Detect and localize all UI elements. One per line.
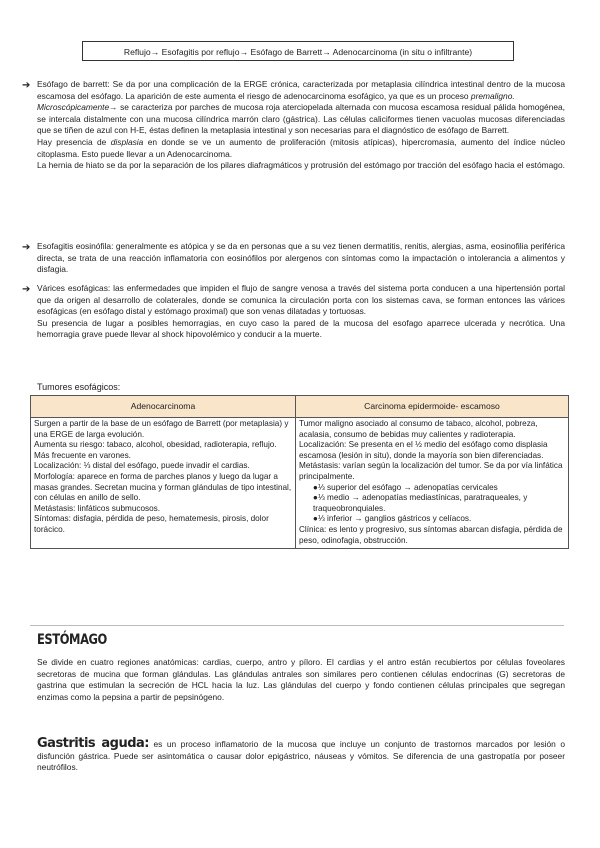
barrett-dysplasia-b: en donde se ve un aumento de proliferación (mitosis atípicas), hipercromasia, aumento del índice núcleo citoplasma. Esto puede llevar a un Adenocarcinoma. — [37, 136, 565, 159]
table-line: Morfología: aparece en forma de parches planos y luego da lugar a masas grandes. Secretan mucina y forman glándulas de tipo intestinal, con células en anillo de sello. — [34, 471, 292, 503]
table-line: Clínica: es lento y progresivo, sus síntomas abarcan disfagia, pérdida de peso, odinofagia, obstrucción. — [299, 524, 563, 545]
table-line: Metástasis: linfáticos submucosos. — [34, 503, 161, 513]
table-line: Metástasis: varían según la localización del tumor. Se da por vía linfática principalmente. — [299, 461, 563, 481]
stomach-heading: ESTÓMAGO — [37, 632, 107, 648]
gastritis-term: Gastritis aguda: — [37, 736, 149, 751]
squamous-cell — [296, 418, 569, 549]
stomach-intro-text: Se divide en cuatro regiones anatómicas: cardias, cuerpo, antro y píloro. El cardias y el antro están recubiertos por células foveolares secretoras de mucina que forman glándulas. Las glándulas antrales son similares pero contienen células endocrinas (G) secretoras de gastrina que estimulan la secreción de HCL hacia la luz. Las glándulas del cuerpo y fondo contienen células principales que segregan enzimas como la pepsina a partir de pepsinógeno. — [37, 657, 565, 702]
table-line: Surgen a partir de la base de un esófago de Barrett (por metaplasia) y una ERGE de larga evolución. — [34, 419, 289, 439]
table-line: Localización: Se presenta en el ½ medio del esófago como displasia escamosa (lesión in situ), donde la mayoría son bien diferenciadas. — [299, 440, 548, 460]
barrett-dysplasia-a: Hay presencia de — [37, 136, 111, 147]
barrett-premalignant: premaligno. — [470, 90, 515, 101]
section-divider — [30, 625, 564, 626]
barrett-micro-term: Microscópicamente→ — [37, 102, 118, 113]
gastritis-section — [37, 738, 565, 774]
barrett-micro-text: se caracteriza por parches de mucosa roja aterciopelada alternada con mucosa escamosa residual pálida homogénea, se intercala distalmente con una mucosa cilíndrica marrón claro (gástrica). Las células caliciformes tienen vacuolas mucosas diferenciadas que se tiñen de azul con H-E, éstas definen la metaplasia intestinal y son necesarias para el diagnóstico de esófago de Barrett. — [37, 102, 565, 136]
table-line: Síntomas: disfagia, pérdida de peso, hematemesis, pirosis, dolor torácico. — [34, 514, 269, 534]
arrow-bullet-icon: ➔ — [22, 80, 31, 91]
varices-section — [37, 283, 565, 341]
adenocarcinoma-cell — [31, 418, 296, 549]
tumors-table — [30, 395, 569, 549]
barrett-p1: Se da por una complicación de la ERGE crónica, caracterizada por metaplasia cilíndrica intestinal dentro de la mucosa escamosa del esófago. La aparición de este aumenta el riesgo de adenocarcinoma esofágico, ya que es un proceso — [37, 79, 565, 101]
tumors-caption: Tumores esofágicos: — [37, 382, 121, 392]
metastasis-subitem: ●⅓ superior del esófago → adenopatías cervicales — [313, 482, 498, 492]
barrett-hernia: La hernia de hiato se da por la separación de los pilares diafragmáticos y protrusión del estómago por tracción del esófago hacia el estómago. — [37, 160, 565, 171]
varices-text2: Su presencia de lugar a posibles hemorragias, en cuyo caso la pared de la mucosa del esofago aparrece ulcerada y necrótica. Una hemorragia grave puede llevar al shock hipovolémico y conducir a la muerte. — [37, 317, 565, 340]
table-line: Aumenta su riesgo: tabaco, alcohol, obesidad, radioterapia, reflujo. Más frecuente en varones. — [34, 440, 277, 460]
squamous-header: Carcinoma epidermoide- escamoso — [296, 396, 569, 418]
barrett-section — [37, 79, 565, 172]
sequence-box — [82, 41, 514, 61]
adenocarcinoma-header: Adenocarcinoma — [31, 396, 296, 418]
eosinophilic-section — [37, 241, 565, 276]
metastasis-subitem: ●⅓ inferior → ganglios gástricos y celíacos. — [313, 514, 472, 524]
barrett-term: Esófago de barrett: — [37, 79, 110, 89]
arrow-bullet-icon: ➔ — [22, 284, 31, 295]
barrett-dysplasia-term: displasia — [110, 136, 144, 147]
table-line: Localización: ⅓ distal del esófago, puede invadir el cardias. — [34, 461, 250, 471]
eosinophilic-text: Esofagitis eosinófila: generalmente es atópica y se da en personas que a su vez tienen dermatitis, renitis, alergias, asma, eosinofilia periférica directa, se trata de una reacción inflamatoria con eosinófilos por alergenos con síntomas como la impactación o intolerancia a alimentos y disfagia. — [37, 241, 565, 275]
sequence-text: Reflujo→ Esofagitis por reflujo→ Esófago de Barrett→ Adenocarcinoma (in situ o infiltrante) — [123, 47, 473, 57]
table-line: Tumor maligno asociado al consumo de tabaco, alcohol, pobreza, acalasia, consumo de bebidas muy calientes y radioterapia. — [299, 419, 538, 439]
varices-text: Várices esofágicas: las enfermedades que impiden el flujo de sangre venosa a través del sistema porta conducen a una hipertensión portal que da origen al desarrollo de colaterales, donde se comunica la circulación porta con los sistemas cava, se forman entonces las várices esofágicas (en esófago distal y estómago proximal) que son venas dilatadas y tortuosas. — [37, 283, 565, 317]
stomach-intro — [37, 657, 565, 703]
metastasis-subitem: ●⅓ medio → adenopatías mediastínicas, paratraqueales, y traqueobronquiales. — [313, 493, 528, 513]
arrow-bullet-icon: ➔ — [22, 242, 31, 253]
gastritis-text: es un proceso inflamatorio de la mucosa que incluye un conjunto de trastornos marcados por lesión o disfunción gástrica. Puede ser asintomática o causar dolor epigástrico, náuseas y vómitos. Se diferencia de una gastropatía por poseer neutrófilos. — [37, 739, 566, 773]
